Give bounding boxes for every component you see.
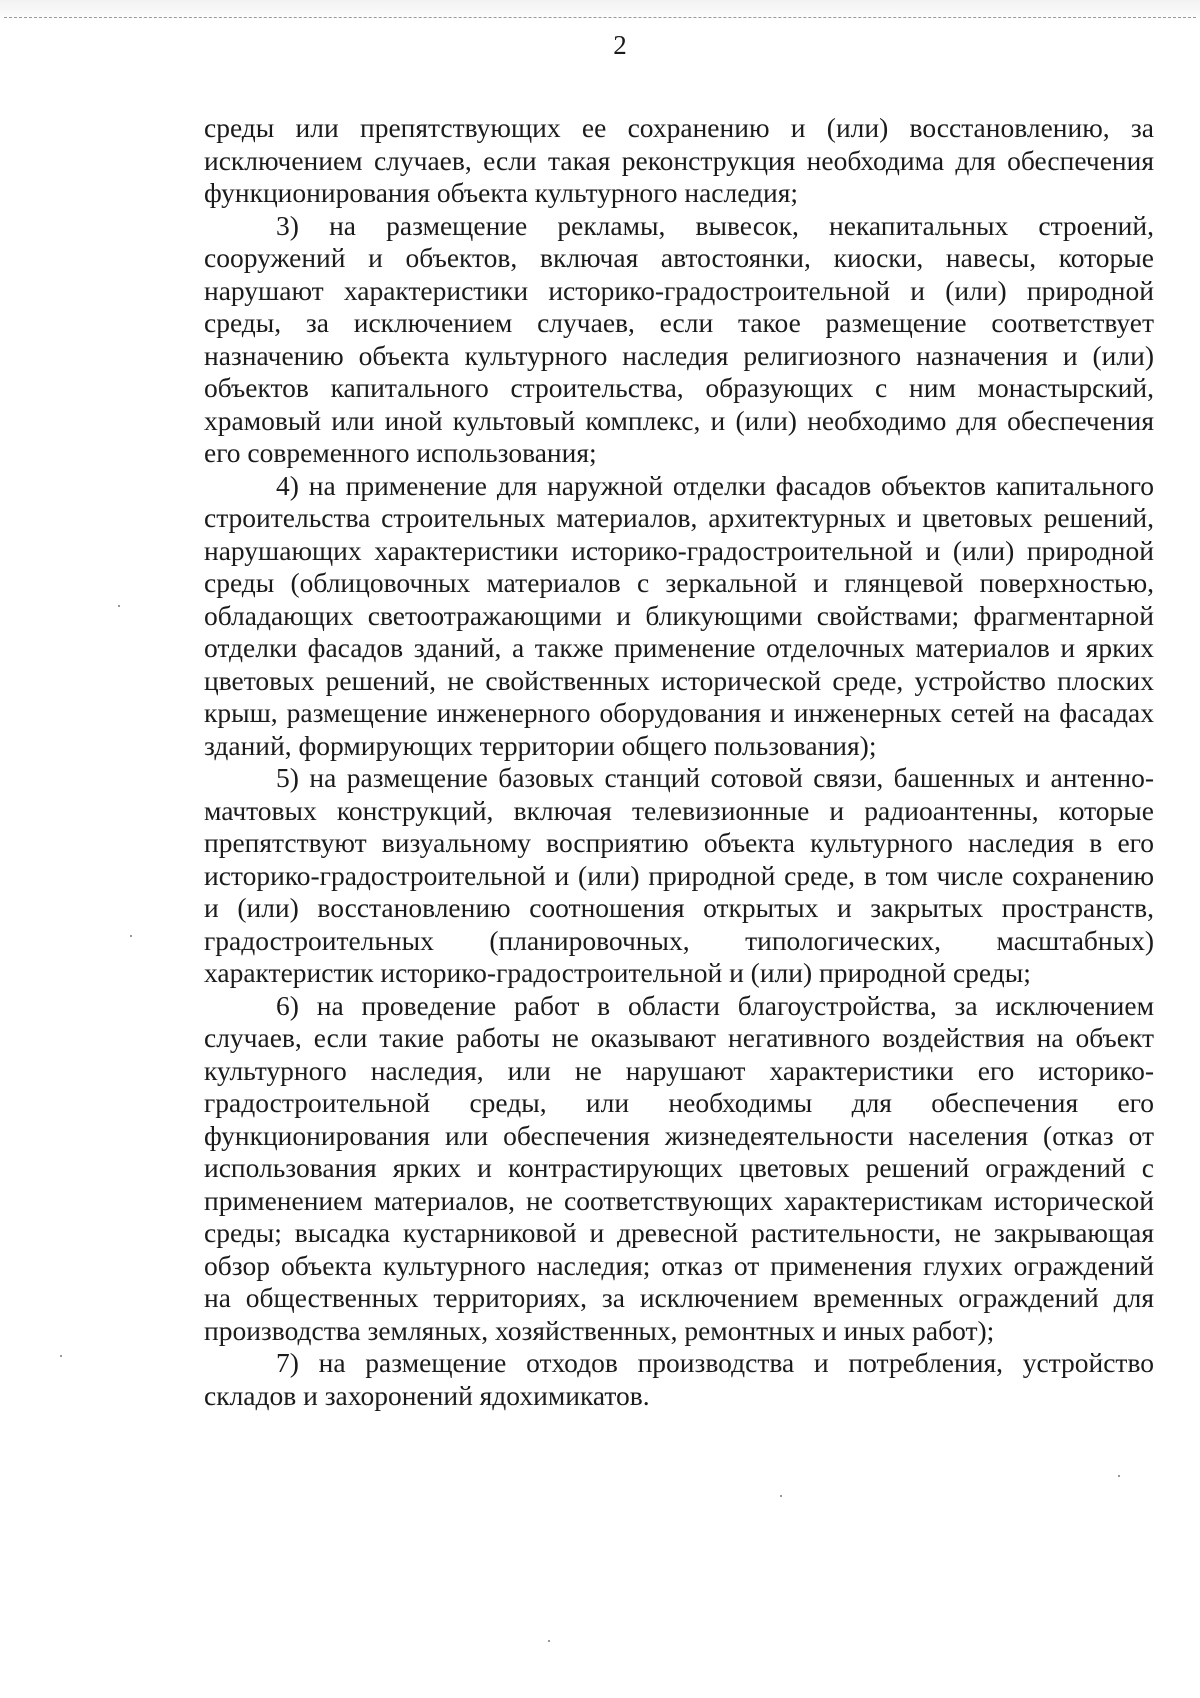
page-number: 2 [613,30,627,60]
document-body [204,112,1154,1412]
scan-speck [548,1640,550,1642]
list-item-5: 5) на размещение базовых станций сотовой связи, башенных и антенно-мачтовых конструкций, включая телевизионные и радиоантенны, которые препятствуют визуальному восприятию объекта культурного наследия в его историко-градостроительной и (или) природной среде, в том числе сохранению и (или) восстановлению соотношения открытых и закрытых пространств, градостроительных (планировочных, типологических, масштабных) характеристик историко-градостроительной и (или) природной среды; [204,762,1154,988]
scan-speck [780,1495,782,1497]
paragraph-continuation: среды или препятствующих ее сохранению и (или) восстановлению, за исключением случаев, если такая реконструкция необходима для обеспечения функционирования объекта культурного наследия; [204,112,1154,208]
scan-speck [130,935,132,937]
list-item-3: 3) на размещение рекламы, вывесок, некапитальных строений, сооружений и объектов, включая автостоянки, киоски, навесы, которые нарушают характеристики историко-градостроительной и (или) природной среды, за исключением случаев, если такое размещение соответствует назначению объекта культурного наследия религиозного назначения и (или) объектов капитального строительства, образующих с ним монастырский, храмовый или иной культовый комплекс, и (или) необходимо для обеспечения его современного использования; [204,209,1154,468]
list-item-7: 7) на размещение отходов производства и потребления, устройство складов и захоронений ядохимикатов. [204,1347,1154,1411]
scan-speck [60,1355,62,1357]
scan-edge-shading [0,0,1200,24]
list-item-4: 4) на применение для наружной отделки фасадов объектов капитального строительства строительных материалов, архитектурных и цветовых решений, нарушающих характеристики историко-градостроительной и (или) природной среды (облицовочных материалов с зеркальной и глянцевой поверхностью, обладающих светоотражающими и бликующими свойствами; фрагментарной отделки фасадов зданий, а также применение отделочных материалов и ярких цветовых решений, не свойственных исторической среде, устройство плоских крыш, размещение инженерного оборудования и инженерных сетей на фасадах зданий, формирующих территории общего пользования); [204,469,1154,761]
list-item-6: 6) на проведение работ в области благоустройства, за исключением случаев, если такие работы не оказывают негативного воздействия на объект культурного наследия, или не нарушают характеристики его историко-градостроительной среды, или необходимы для обеспечения его функционирования или обеспечения жизнедеятельности населения (отказ от использования ярких и контрастирующих цветовых решений ограждений с применением материалов, не соответствующих характеристикам исторической среды; высадка кустарниковой и древесной растительности, не закрывающая обзор объекта культурного наследия; отказ от применения глухих ограждений на общественных территориях, за исключением временных ограждений для производства земляных, хозяйственных, ремонтных и иных работ); [204,989,1154,1346]
scan-top-border [4,17,1196,18]
scan-speck [118,605,120,607]
scan-speck [1118,1475,1120,1477]
